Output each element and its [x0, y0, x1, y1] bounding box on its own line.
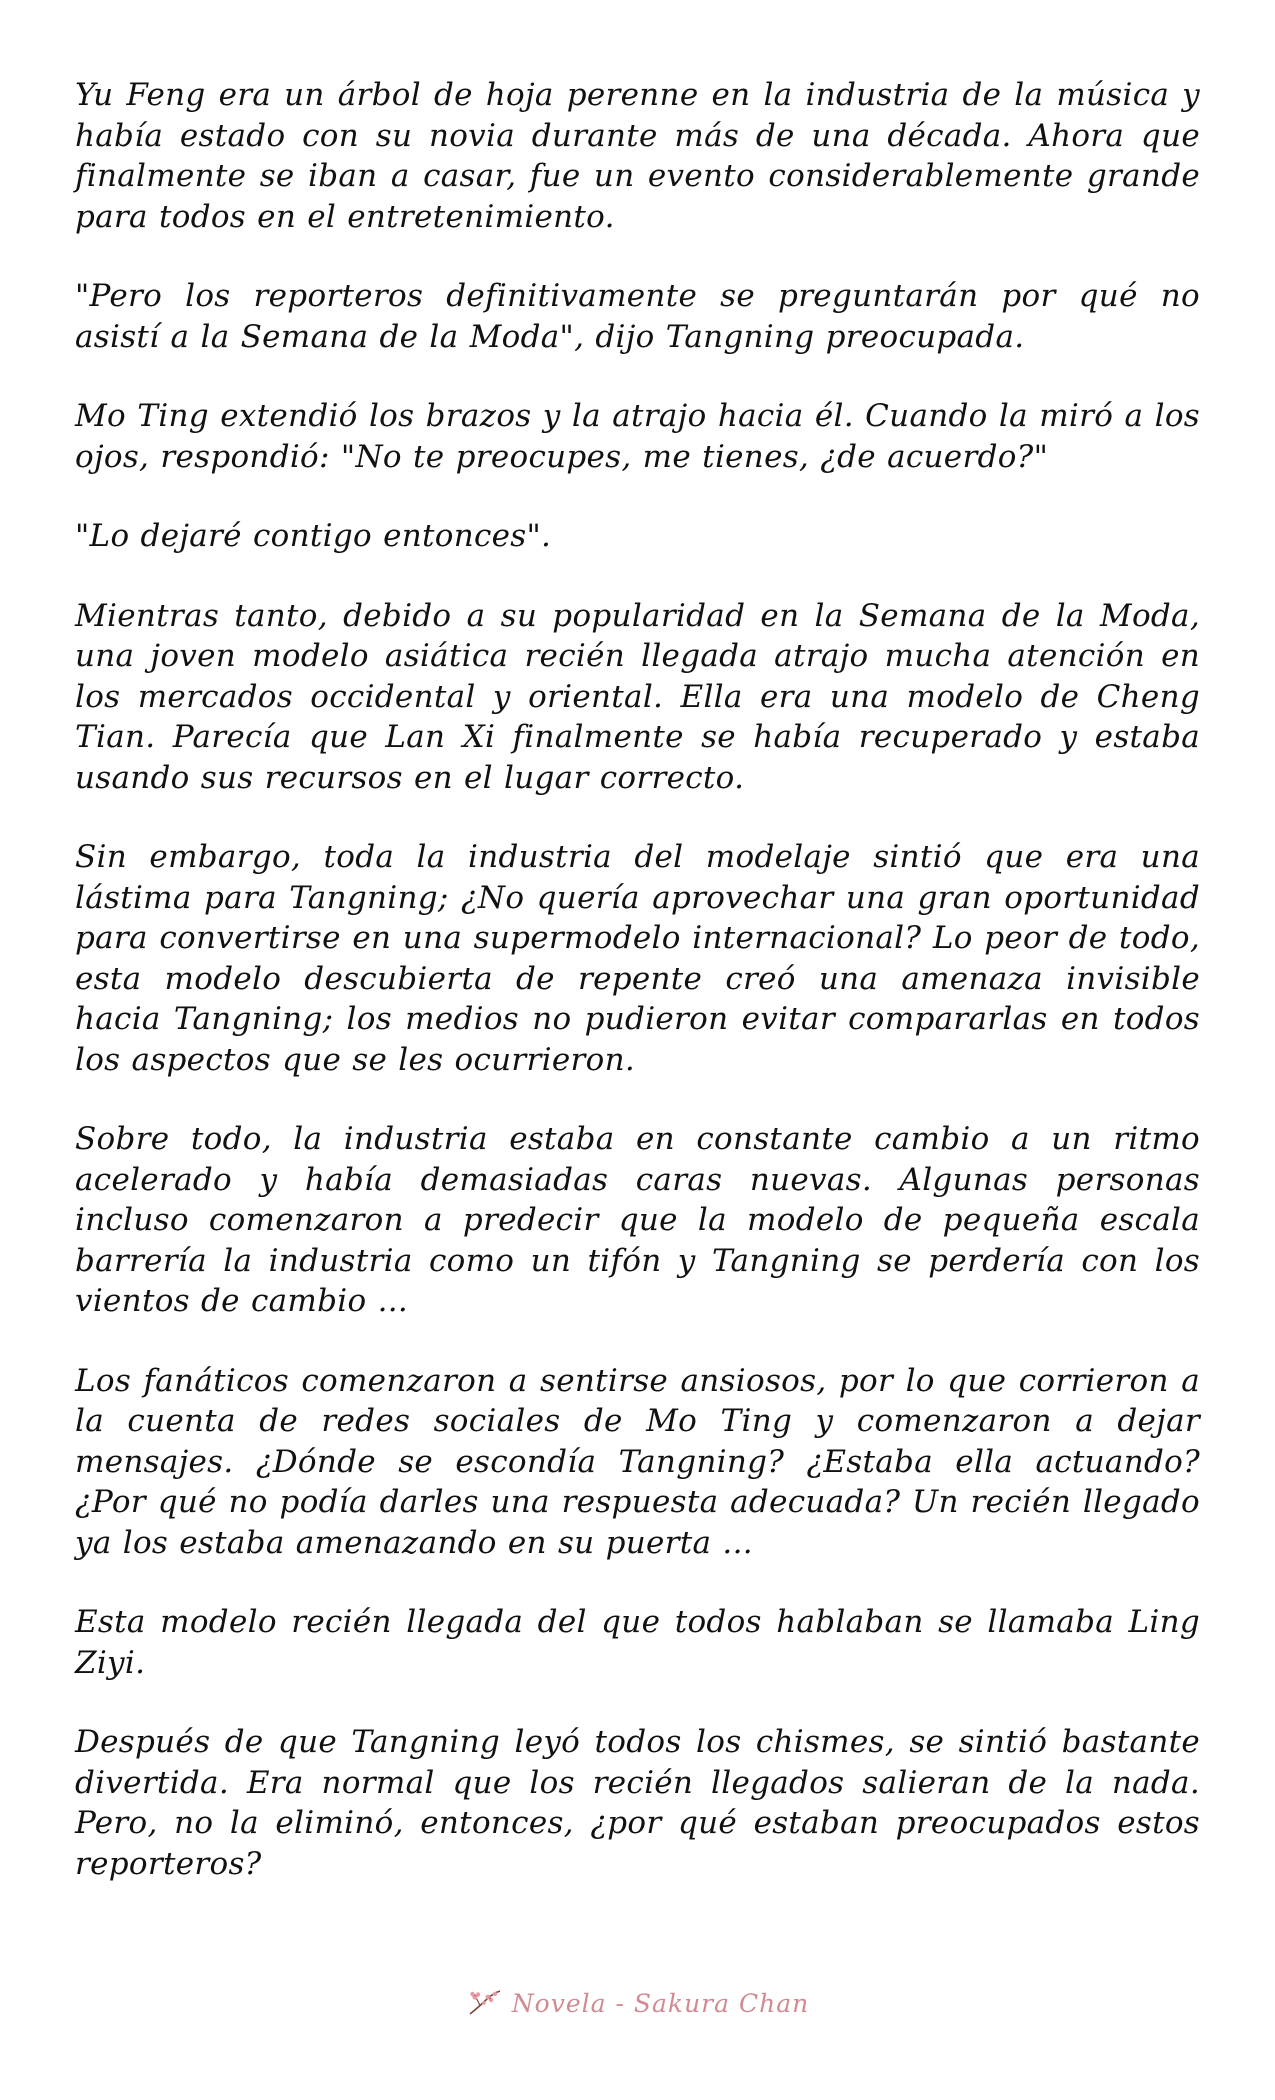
paragraph: Yu Feng era un árbol de hoja perenne en la industria de la música y había estado con su novia durante más de una década. Ahora que finalmente se iban a casar, fue un evento considerablemente grande para todos en el entretenimiento. — [75, 77, 1200, 235]
paragraph: Los fanáticos comenzaron a sentirse ansiosos, por lo que corrieron a la cuenta de redes sociales de Mo Ting y comenzaron a dejar mensajes. ¿Dónde se escondía Tangning? ¿Estaba ella actuando? ¿Por qué no podía darles una respuesta adecuada? Un recién llegado ya los estaba amenazando en su puerta ... — [75, 1362, 1200, 1561]
paragraph: "Lo dejaré contigo entonces". — [75, 518, 552, 554]
paragraph: Sobre todo, la industria estaba en constante cambio a un ritmo acelerado y había demasiadas caras nuevas. Algunas personas incluso comenzaron a predecir que la modelo de pequeña escala barrería la industria como un tifón y Tangning se perdería con los vientos de cambio ... — [75, 1121, 1200, 1319]
paragraph: Después de que Tangning leyó todos los chismes, se sintió bastante divertida. Era normal que los recién llegados salieran de la nada. Pero, no la eliminó, entonces, ¿por qué estaban preocupados estos reporteros? — [75, 1724, 1200, 1882]
paragraph: Mientras tanto, debido a su popularidad en la Semana de la Moda, una joven modelo asiática recién llegada atrajo mucha atención en los mercados occidental y oriental. Ella era una modelo de Cheng Tian. Parecía que Lan Xi finalmente se había recuperado y estaba usando sus recursos en el lugar correcto. — [75, 597, 1200, 796]
document-body — [75, 75, 1200, 1923]
paragraph: "Pero los reporteros definitivamente se preguntarán por qué no asistí a la Semana de la Moda", dijo Tangning preocupada. — [75, 278, 1200, 355]
watermark-text: Novela - Sakura Chan — [511, 1988, 810, 2018]
paragraph: Mo Ting extendió los brazos y la atrajo hacia él. Cuando la miró a los ojos, respondió: "No te preocupes, me tienes, ¿de acuerdo?" — [75, 398, 1200, 475]
paragraph: Sin embargo, toda la industria del modelaje sintió que era una lástima para Tangning; ¿No quería aprovechar una gran oportunidad para convertirse en una supermodelo internacional? Lo peor de todo, esta modelo descubierta de repente creó una amenaza invisible hacia Tangning; los medios no pudieron evitar compararlas en todos los aspectos que se les ocurrieron. — [75, 839, 1200, 1078]
paragraph: Esta modelo recién llegada del que todos hablaban se llamaba Ling Ziyi. — [75, 1604, 1200, 1681]
watermark-footer — [0, 1988, 1275, 2018]
sakura-blossom-icon — [466, 1988, 504, 2018]
